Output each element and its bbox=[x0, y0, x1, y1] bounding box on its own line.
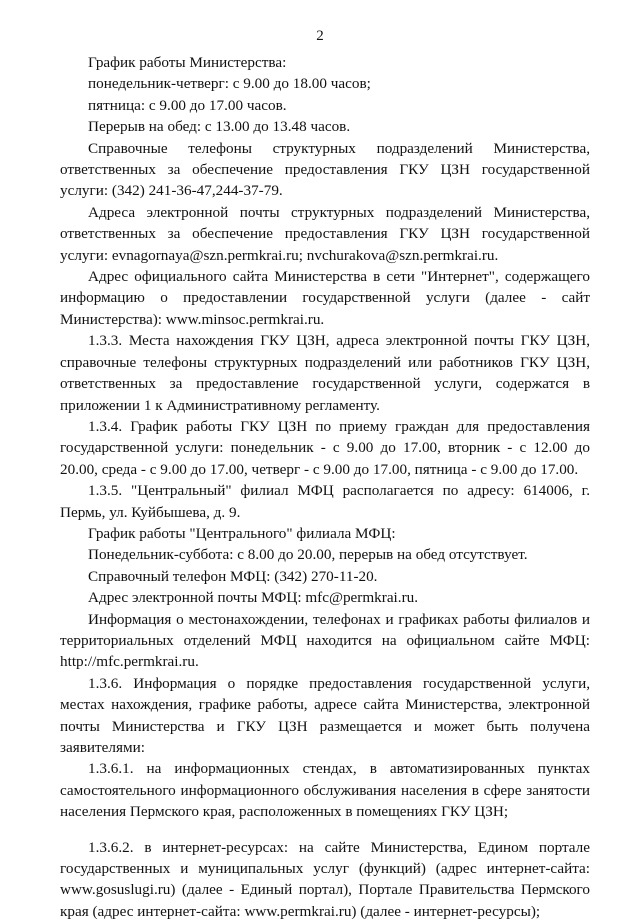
paragraph-1-3-3: 1.3.3. Места нахождения ГКУ ЦЗН, адреса электронной почты ГКУ ЦЗН, справочные телефоны структурных подразделений или работников ГКУ ЦЗН, ответственных за предоставление государственной услуги, содержатся в приложении 1 к Административному регламенту. bbox=[60, 332, 590, 414]
paragraph-schedule-heading: График работы Министерства: bbox=[88, 54, 287, 71]
paragraph-mfc-phone: Справочный телефон МФЦ: (342) 270-11-20. bbox=[88, 567, 378, 585]
paragraph-ministry-website: Адрес официального сайта Министерства в сети "Интернет", содержащего информацию о предоставлении государственной услуги (далее - сайт Министерства): www.minsoc.permkrai.ru. bbox=[60, 268, 590, 328]
paragraph-mfc-schedule-heading: График работы "Центрального" филиала МФЦ: bbox=[88, 524, 396, 542]
document-body bbox=[60, 52, 590, 922]
paragraph-ministry-emails: Адреса электронной почты структурных подразделений Министерства, ответственных за обеспечение предоставления ГКУ ЦЗН государственной услуги: evnagornaya@szn.permkrai.ru; nvchurakova@szn.permkrai.ru. bbox=[60, 203, 590, 264]
paragraph-schedule-mon-thu: понедельник-четверг: с 9.00 до 18.00 часов; bbox=[88, 75, 371, 93]
paragraph-1-3-5: 1.3.5. "Центральный" филиал МФЦ располагается по адресу: 614006, г. Пермь, ул. Куйбышева, д. 9. bbox=[60, 482, 590, 521]
paragraph-lunch-break: Перерыв на обед: с 13.00 до 13.48 часов. bbox=[88, 118, 351, 136]
paragraph-schedule-fri: пятница: с 9.00 до 17.00 часов. bbox=[88, 96, 287, 114]
paragraph-mfc-schedule: Понедельник-суббота: с 8.00 до 20.00, перерыв на обед отсутствует. bbox=[88, 546, 528, 564]
paragraph-gap bbox=[60, 823, 590, 837]
paragraph-1-3-4: 1.3.4. График работы ГКУ ЦЗН по приему граждан для предоставления государственной услуги: понедельник - с 9.00 до 17.00, вторник - с 12.00 до 20.00, среда - с 9.00 до 17.00, четверг - с 9.00 до 17.00, пятница - с 9.00 до 17.00. bbox=[60, 417, 590, 478]
paragraph-1-3-6-1: 1.3.6.1. на информационных стендах, в автоматизированных пунктах самостоятельного информационного обслуживания населения в сфере занятости населения Пермского края, расположенных в помещениях ГКУ ЦЗН; bbox=[60, 760, 590, 821]
paragraph-1-3-6-2: 1.3.6.2. в интернет-ресурсах: на сайте Министерства, Едином портале государственных и муниципальных услуг (функций) (адрес интернет-сайта: www.gosuslugi.ru) (далее - Единый портал), Портале Правительства Пермского края (адрес интернет-сайта: www.permkrai.ru) (далее - интернет-ресурсы); bbox=[60, 838, 590, 920]
paragraph-mfc-email: Адрес электронной почты МФЦ: mfc@permkrai.ru. bbox=[88, 589, 419, 607]
paragraph-mfc-branches: Информация о местонахождении, телефонах и графиках работы филиалов и территориальных отделений МФЦ находится на официальном сайте МФЦ: http://mfc.permkrai.ru. bbox=[60, 610, 590, 671]
page-number: 2 bbox=[316, 28, 324, 44]
paragraph-1-3-6: 1.3.6. Информация о порядке предоставления государственной услуги, местах нахождения, графике работы, адресе сайта Министерства, электронной почты Министерства и ГКУ ЦЗН размещается и может быть получена заявителями: bbox=[60, 674, 590, 756]
paragraph-ministry-phones: Справочные телефоны структурных подразделений Министерства, ответственных за обеспечение предоставления ГКУ ЦЗН государственной услуги: (342) 241-36-47,244-37-79. bbox=[60, 139, 590, 200]
